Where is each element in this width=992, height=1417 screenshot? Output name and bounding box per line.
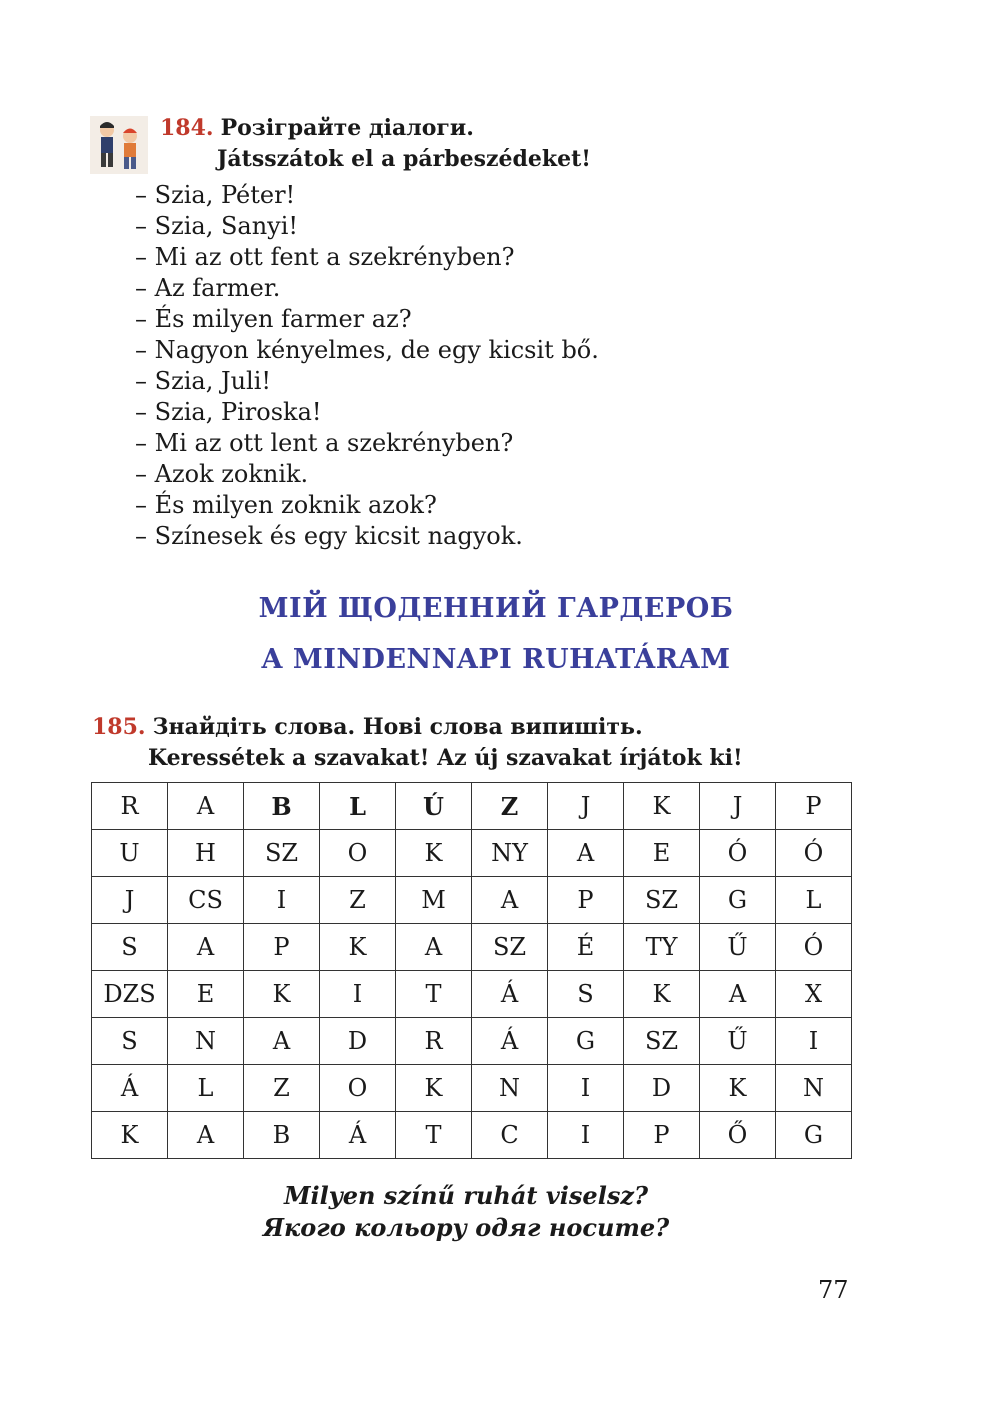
grid-cell: É [548,924,624,971]
grid-cell: P [776,783,852,830]
question-ua: Якого кольору одяг носите? [262,1213,670,1242]
dialog-line: – Szia, Péter! [135,181,296,209]
grid-row [92,1018,852,1065]
grid-row [92,1112,852,1159]
dialog-line: – Mi az ott fent a szekrényben? [135,243,515,271]
grid-cell: M [396,877,472,924]
dialog-line: – Azok zoknik. [135,460,309,488]
grid-cell: A [472,877,548,924]
grid-cell: Z [320,877,396,924]
grid-cell: S [92,1018,168,1065]
grid-cell: SZ [624,877,700,924]
exercise-number: 184. [160,115,214,141]
grid-cell: D [320,1018,396,1065]
grid-cell: SZ [244,830,320,877]
grid-cell: N [472,1065,548,1112]
grid-row [92,830,852,877]
grid-cell: G [776,1112,852,1159]
grid-cell: Á [472,1018,548,1065]
word-search-grid [91,782,852,1159]
dialog-line: – Az farmer. [135,274,281,302]
grid-cell: A [168,1112,244,1159]
grid-cell: Z [244,1065,320,1112]
grid-cell: SZ [624,1018,700,1065]
dialog-line: – Szia, Piroska! [135,398,322,426]
grid-cell: Z [472,783,548,830]
grid-cell: I [548,1112,624,1159]
grid-cell: Ú [396,783,472,830]
grid-cell: Ó [700,830,776,877]
grid-cell: E [624,830,700,877]
grid-cell: I [244,877,320,924]
grid-cell: Ű [700,924,776,971]
grid-cell: A [548,830,624,877]
grid-cell: K [244,971,320,1018]
grid-cell: I [776,1018,852,1065]
grid-cell: T [396,1112,472,1159]
grid-cell: X [776,971,852,1018]
grid-cell: CS [168,877,244,924]
grid-cell: C [472,1112,548,1159]
grid-cell: K [396,830,472,877]
dialog-line: – És milyen zoknik azok? [135,491,437,519]
grid-cell: K [320,924,396,971]
grid-row [92,877,852,924]
grid-cell: I [320,971,396,1018]
dialog-line: – Mi az ott lent a szekrényben? [135,429,514,457]
grid-cell: K [624,971,700,1018]
grid-cell: R [396,1018,472,1065]
page-number: 77 [818,1276,849,1304]
grid-row [92,924,852,971]
grid-cell: K [92,1112,168,1159]
exercise-title-hu: Játsszátok el a párbeszédeket! [217,146,591,172]
grid-cell: P [624,1112,700,1159]
grid-cell: L [168,1065,244,1112]
grid-cell: D [624,1065,700,1112]
grid-cell: O [320,1065,396,1112]
dialog-line: – Nagyon kényelmes, de egy kicsit bő. [135,336,599,364]
section-title-hu: A MINDENNAPI RUHATÁRAM [261,644,731,675]
grid-cell: L [320,783,396,830]
grid-cell: U [92,830,168,877]
grid-row [92,1065,852,1112]
grid-cell: A [244,1018,320,1065]
grid-cell: Ó [776,830,852,877]
grid-cell: G [548,1018,624,1065]
grid-cell: P [244,924,320,971]
grid-cell: J [92,877,168,924]
dialog-line: – Színesek és egy kicsit nagyok. [135,522,523,550]
grid-cell: I [548,1065,624,1112]
grid-cell: Ó [776,924,852,971]
grid-cell: A [168,924,244,971]
grid-cell: L [776,877,852,924]
grid-cell: T [396,971,472,1018]
grid-row [92,971,852,1018]
section-title-ua: МІЙ ЩОДЕННИЙ ГАРДЕРОБ [258,593,734,624]
grid-cell: H [168,830,244,877]
grid-cell: SZ [472,924,548,971]
grid-cell: N [168,1018,244,1065]
dialog-line: – Szia, Sanyi! [135,212,299,240]
grid-cell: Á [92,1065,168,1112]
children-playing-icon [90,116,148,174]
grid-cell: Ő [700,1112,776,1159]
grid-cell: G [700,877,776,924]
grid-cell: Á [320,1112,396,1159]
grid-cell: K [396,1065,472,1112]
dialog-list [135,180,599,552]
grid-cell: K [624,783,700,830]
grid-cell: E [168,971,244,1018]
grid-row [92,783,852,830]
grid-cell: Ű [700,1018,776,1065]
grid-cell: TY [624,924,700,971]
grid-cell: Á [472,971,548,1018]
grid-cell: O [320,830,396,877]
color-question [0,1180,932,1244]
exercise-title-ua: Знайдіть слова. Нові слова випишіть. [152,714,643,740]
grid-cell: A [168,783,244,830]
dialog-line: – Szia, Juli! [135,367,272,395]
grid-cell: A [700,971,776,1018]
grid-cell: DZS [92,971,168,1018]
grid-cell: J [548,783,624,830]
question-hu: Milyen színű ruhát viselsz? [283,1181,649,1210]
exercise-185-heading [92,712,743,773]
grid-cell: B [244,783,320,830]
grid-cell: B [244,1112,320,1159]
exercise-number: 185. [92,714,146,740]
grid-cell: S [548,971,624,1018]
grid-cell: R [92,783,168,830]
exercise-title-ua: Розіграйте діалоги. [220,115,474,141]
exercise-title-hu: Keressétek a szavakat! Az új szavakat írjátok ki! [148,745,743,771]
grid-cell: K [700,1065,776,1112]
grid-cell: S [92,924,168,971]
grid-cell: P [548,877,624,924]
exercise-184-heading [160,113,591,174]
grid-cell: J [700,783,776,830]
dialog-line: – És milyen farmer az? [135,305,412,333]
grid-cell: N [776,1065,852,1112]
grid-cell: NY [472,830,548,877]
grid-cell: A [396,924,472,971]
